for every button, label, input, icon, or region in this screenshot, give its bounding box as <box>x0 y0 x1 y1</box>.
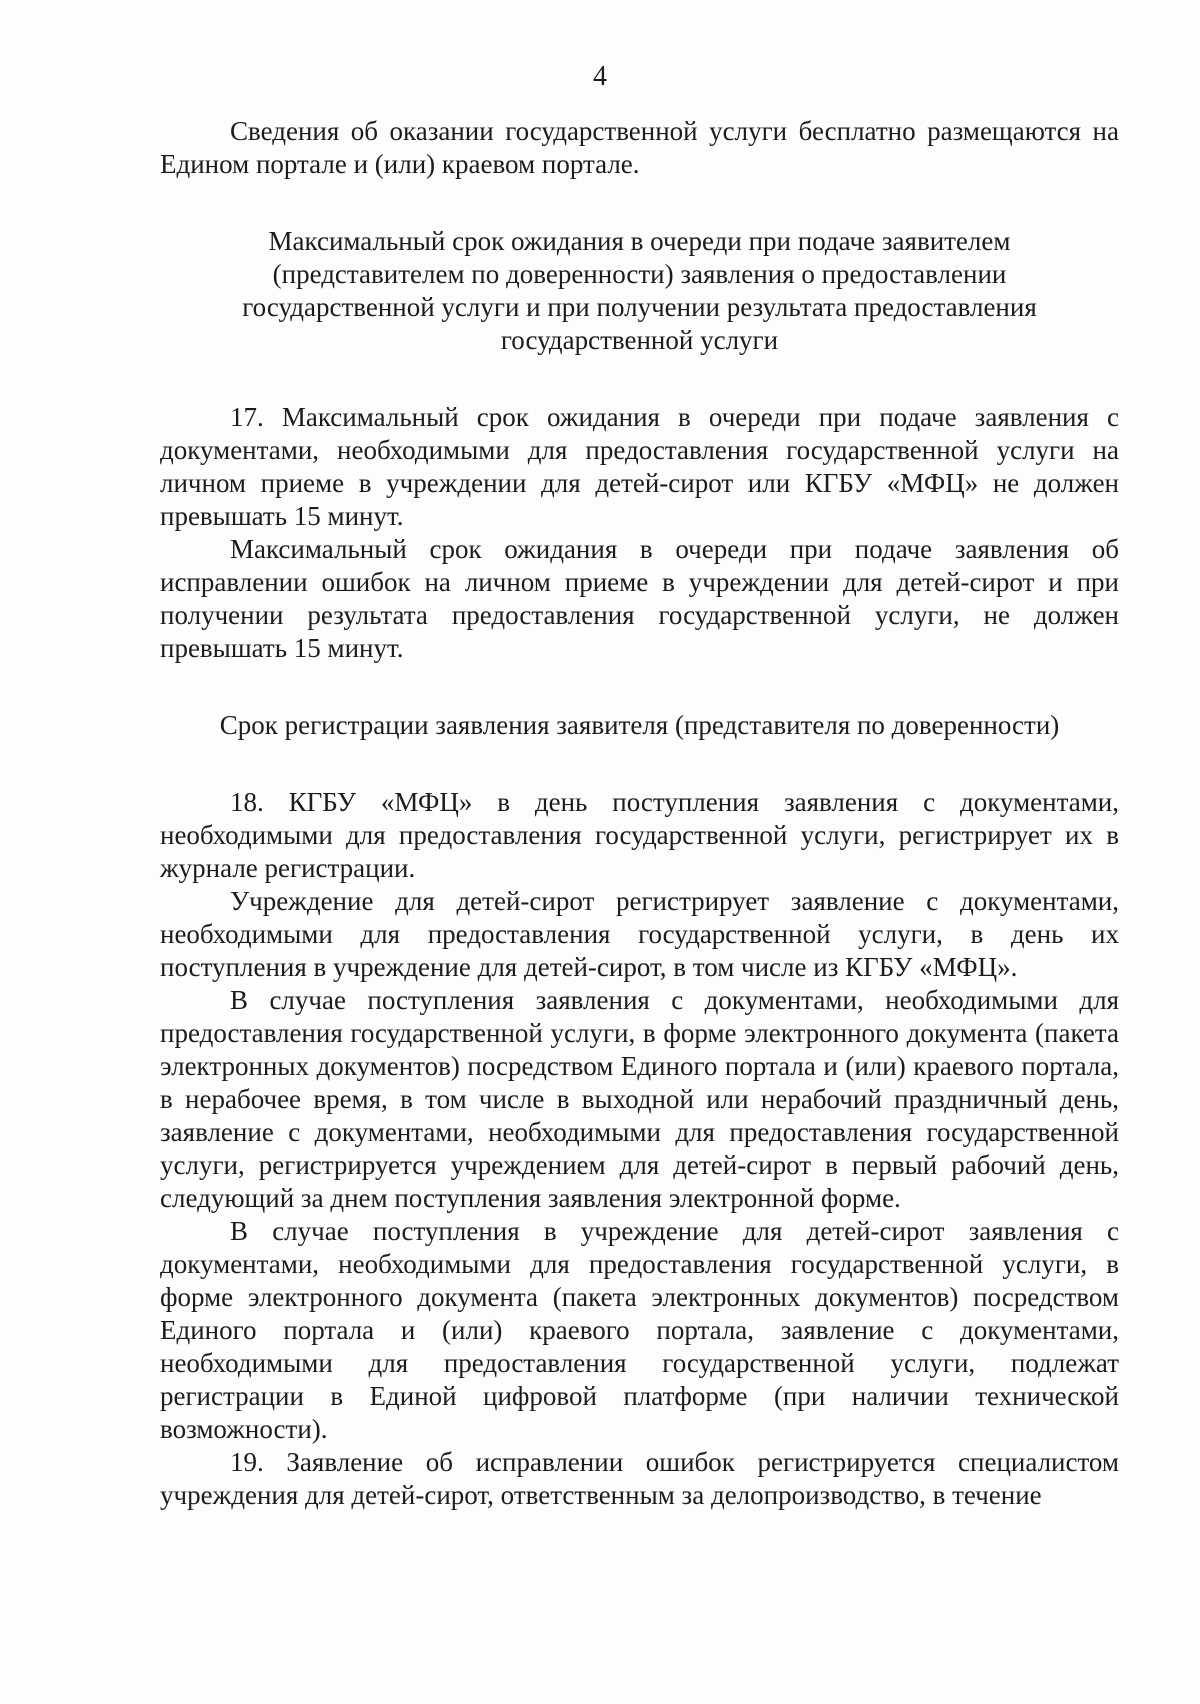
page-number: 4 <box>593 61 607 92</box>
paragraph-18-digital-platform: В случае поступления в учреждение для детей-сирот заявления с документами, необходимыми для предоставления государственной услуги, в форме электронного документа (пакета электронных документов) посредством Единого портала и (или) краевого портала, заявление с документами, необходимыми для предоставления государственной услуги, подлежат регистрации в Единой цифровой платформе (при наличии технической возможности). <box>160 1216 1119 1444</box>
paragraph-18-orphan-institution: Учреждение для детей-сирот регистрирует заявление с документами, необходимыми для предоставления государственной услуги, в день их поступления в учреждение для детей-сирот, в том числе из КГБУ «МФЦ». <box>160 886 1119 982</box>
paragraph-17-error-correction: Максимальный срок ожидания в очереди при подаче заявления об исправлении ошибок на личном приеме в учреждении для детей-сирот и при получении результата предоставления государственной услуги, не должен превышать 15 минут. <box>160 534 1119 663</box>
paragraph-19: 19. Заявление об исправлении ошибок регистрируется специалистом учреждения для детей-сирот, ответственным за делопроизводство, в течение <box>160 1447 1119 1510</box>
paragraph-info-placement: Сведения об оказании государственной услуги бесплатно размещаются на Едином портале и (или) краевом портале. <box>160 116 1119 179</box>
paragraph-17: 17. Максимальный срок ожидания в очереди при подаче заявления с документами, необходимыми для предоставления государственной услуги на личном приеме в учреждении для детей-сирот или КГБУ «МФЦ» не должен превышать 15 минут. <box>160 402 1119 531</box>
heading-max-waiting-time: Максимальный срок ожидания в очереди при подаче заявителем (представителем по доверенности) заявления о предоставлении государственной услуги и при получении результата предоставления государственной услуги <box>242 226 1037 355</box>
heading-registration-term: Срок регистрации заявления заявителя (представителя по доверенности) <box>219 710 1060 740</box>
paragraph-18: 18. КГБУ «МФЦ» в день поступления заявления с документами, необходимыми для предоставления государственной услуги, регистрирует их в журнале регистрации. <box>160 787 1119 883</box>
document-body <box>160 115 1119 1512</box>
paragraph-18-electronic-non-working-time: В случае поступления заявления с документами, необходимыми для предоставления государственной услуги, в форме электронного документа (пакета электронных документов) посредством Единого портала и (или) краевого портала, в нерабочее время, в том числе в выходной или нерабочий праздничный день, заявление с документами, необходимыми для предоставления государственной услуги, регистрируется учреждением для детей-сирот в первый рабочий день, следующий за днем поступления заявления электронной форме. <box>160 985 1119 1213</box>
